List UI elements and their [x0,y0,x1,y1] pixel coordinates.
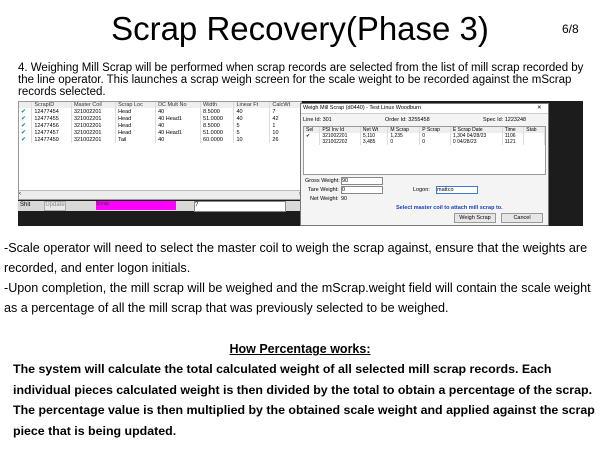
coil-header: Stab [524,127,545,133]
scroll-left-icon[interactable]: ‹ [19,191,21,197]
grid-cell: 8.5000 [201,122,234,129]
grid-cell: 40 [156,108,201,115]
coil-cell: 1121 [502,139,524,145]
grid-cell: 7 [270,108,301,115]
toolbar-input[interactable]: ? [194,201,286,212]
coil-header: P Scrap [420,127,451,133]
checkmark-icon[interactable]: ✔ [19,115,32,122]
grid-cell: 40 [156,136,201,143]
table-row[interactable] [19,122,301,129]
coil-cell: 0 [388,139,420,145]
gross-weight-input[interactable]: 90 [341,177,383,185]
grid-cell: 40 Head1 [156,129,201,136]
coil-cell: 1106 [502,133,524,139]
grid-header: Linear Ft [234,102,270,108]
how-percentage-heading: How Percentage works: [229,342,371,356]
grid-cell: 5 [234,122,270,129]
cancel-button[interactable]: Cancel [501,213,543,223]
weigh-scrap-button[interactable]: Weigh Scrap [454,213,496,223]
grid-cell: 40 Head1 [156,115,201,122]
grid-cell: 60.0000 [201,136,234,143]
grid-cell: 321002201 [71,136,115,143]
line-id: Line Id: 301 [303,117,332,123]
scrap-grid [18,101,302,200]
grid-cell: 42 [270,115,301,122]
tare-weight-label: Tare Weight: [308,187,339,193]
grid-cell: 51.0000 [201,115,234,122]
coil-header: PSI Inv Id [320,127,361,133]
ship-label: Shit [20,202,31,208]
update-button[interactable]: Update [44,201,66,211]
operator-instructions: -Scale operator will need to select the master coil to weigh the scrap against, ensure that the weights are recorded, and enter logon initials. -Upon completion, the mill scrap will be weighed and the mScrap.weight field will contain the scale weight as a percentage of all the mill scrap that was previously selected to be weighed. [4,241,591,315]
dialog-title: Weigh Mill Scrap (d0440) - Test Linux Woodburn [303,105,422,111]
slide-title: Scrap Recovery(Phase 3) [111,10,489,47]
grid-cell: 51.0000 [201,129,234,136]
coil-cell [524,139,545,145]
coil-cell: 3,485 [360,139,387,145]
select-cell[interactable]: ✔ [304,133,320,139]
spec-id: Spec Id: 1223248 [483,117,527,123]
grid-cell: 12477456 [32,122,72,129]
coil-grid [303,126,546,175]
coil-header: Sel [304,127,320,133]
grid-cell: 321002201 [71,115,115,122]
grid-cell: Tail [116,136,156,143]
grid-header: Width [201,102,234,108]
grid-cell: 10 [234,136,270,143]
tare-weight-input[interactable]: 0 [341,186,383,194]
weigh-scrap-dialog [300,103,549,226]
grid-cell: 40 [234,108,270,115]
coil-cell: 321002202 [320,139,361,145]
table-row[interactable] [19,129,301,136]
table-row[interactable] [19,136,301,143]
dialog-title-bar [301,104,548,114]
net-weight-label: Net Weight: [310,196,339,202]
grid-cell: Head [116,108,156,115]
checkmark-icon[interactable]: ✔ [19,129,32,136]
table-row[interactable] [304,139,545,145]
grid-cell: 26 [270,136,301,143]
order-id: Order Id: 3255458 [385,117,430,123]
coil-header: Net Wt [360,127,387,133]
grid-cell: Head [116,122,156,129]
coil-cell: 0 04/28/23 [450,139,502,145]
grid-cell: 321002201 [71,122,115,129]
grid-cell: 8.5000 [201,108,234,115]
logon-input[interactable]: mattco [436,186,478,194]
table-row[interactable] [19,115,301,122]
grid-cell: 12477455 [32,115,72,122]
table-row[interactable] [19,108,301,115]
grid-header: Scrap Loc [116,102,156,108]
logon-label: Logon: [413,187,430,193]
horizontal-scrollbar[interactable] [19,190,301,199]
close-icon[interactable]: ✕ [537,105,542,111]
coil-cell: 321002201 [320,133,361,139]
select-cell[interactable] [304,139,320,145]
coil-cell: 5,110 [360,133,387,139]
grid-cell: 12477454 [32,108,72,115]
coil-header: M Scrap [388,127,420,133]
grid-cell: 10 [270,129,301,136]
coil-header: E Scrap Date [450,127,502,133]
grid-header: CalcWt [270,102,301,108]
grid-header: DC Mult No [156,102,201,108]
grid-toolbar [18,201,300,211]
grid-cell: 40 [234,115,270,122]
net-weight-value: 90 [341,196,348,202]
grid-cell: 40 [156,122,201,129]
grid-cell: 1 [270,122,301,129]
grid-cell: Head [116,129,156,136]
scrap-status-field: Scrap [96,201,176,210]
checkmark-icon[interactable]: ✔ [19,108,32,115]
grid-cell: 5 [234,129,270,136]
gross-weight-label: Gross Weight: [305,178,340,184]
checkmark-icon[interactable]: ✔ [19,122,32,129]
grid-cell: 12477459 [32,136,72,143]
intro-text: 4. Weighing Mill Scrap will be performed when scrap records are selected from the list of mill scrap recorded by the line operator. This launches a scrap weigh screen for the scale weight to be recorded against the mScrap records selected. [18,62,584,99]
coil-header: Time [502,127,524,133]
grid-cell: 12477457 [32,129,72,136]
grid-cell: 321002201 [71,108,115,115]
how-percentage-text: The system will calculate the total calculated weight of all selected mill scrap records. Each individual pieces calculated weight is then divided by the total to obtain a percentage of the scrap. The percentage value is then multiplied by the obtained scale weight and applied against the scrap piece that is being updated. [13,362,595,438]
grid-cell: Head [116,115,156,122]
screenshot-composite [18,101,583,226]
page-number: 6/8 [562,22,579,36]
grid-header: Master Coil [71,102,115,108]
checkmark-icon[interactable]: ✔ [19,136,32,143]
coil-cell: 1,235 [388,133,420,139]
coil-cell: 0 [420,133,451,139]
status-message: Select master coil to attach mill scrap to. [396,205,503,211]
grid-header: ScrapID [32,102,72,108]
grid-cell: 321002201 [71,129,115,136]
coil-cell: 1,304 04/28/23 [450,133,502,139]
coil-cell: 0 [420,139,451,145]
